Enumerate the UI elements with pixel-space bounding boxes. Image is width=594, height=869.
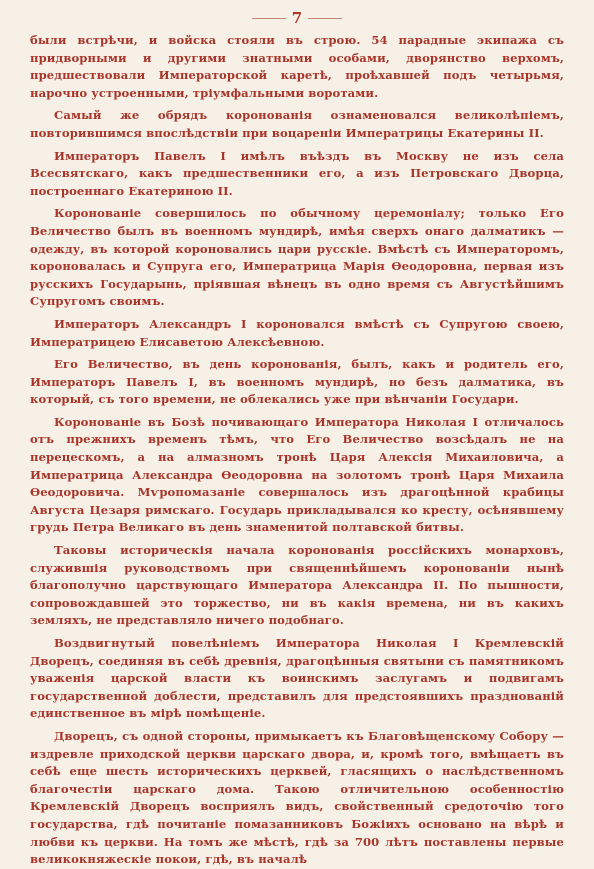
header-rule-right bbox=[308, 18, 342, 19]
paragraph-7: Коронованіе въ Бозѣ почивающаго Императора Николая I отличалось отъ прежнихъ временъ тѣмъ, что Его Величество возсѣдалъ не на перецескомъ, а на алмазномъ тронѣ Царя Алексія Михаиловича, а Императрица Александра Ѳеодоровна на золотомъ тронѣ Царя Михаила Ѳеодоровича. Мѵропомазаніе совершалось изъ драгоцѣнной крабицы Августа Цезаря римскаго. Государь прикладывался ко кресту, осѣнявшему грудь Петра Великаго въ день знаменитой полтавской битвы. bbox=[30, 414, 564, 535]
paragraph-2: Самый же обрядъ коронованія ознаменовался великолѣпіемъ, повторившимся впослѣдствіи при воцареніи Императрицы Екатерины II. bbox=[30, 108, 564, 140]
paragraph-10: Дворецъ, съ одной стороны, примыкаетъ къ Благовѣщенскому Собору — издревле приходской церкви царскаго двора, и, кромѣ того, вмѣщаетъ въ себѣ еще шесть историческихъ церквей, гласящихъ о наслѣдственномъ благочестіи царскаго дома. Такою отличительною особенностію Кремлевскій Дворецъ восприялъ видъ, свойственный средоточію того государства, гдѣ почитаніе помазанниковъ Божіихъ основано на вѣрѣ и любви къ церкви. На томъ же мѣстѣ, гдѣ за 700 лѣтъ поставлены первые великокняжескіе покои, гдѣ, въ началѣ bbox=[30, 728, 564, 867]
paragraph-1: были встрѣчи, и войска стояли въ строю. 54 парадные экипажа съ придворными и другими знатными особами, дворянство верхомъ, предшествовали Императорской каретѣ, проѣхавшей подъ четырьмя, нарочно устроенными, тріумфальными воротами. bbox=[30, 33, 564, 100]
page-body bbox=[30, 32, 564, 869]
paragraph-9: Воздвигнутый повелѣніемъ Императора Николая I Кремлевскій Дворецъ, соединяя въ себѣ древнія, драгоцѣнныя святыни съ памятникомъ уваженія царской власти къ воинскимъ заслугамъ и подвигамъ государственной доблести, представилъ для предстоявшихъ празднованій единственное въ мірѣ помѣщеніе. bbox=[30, 636, 564, 721]
paragraph-8: Таковы историческія начала коронованія россійскихъ монарховъ, служившія руководствомъ при священнѣйшемъ коронованіи нынѣ благополучно царствующаго Императора Александра II. По пышности, сопровождавшей это торжество, ни въ какія времена, ни въ какихъ земляхъ, не представляло ничего подобнаго. bbox=[30, 543, 564, 628]
header-rule-left bbox=[252, 18, 286, 19]
paragraph-6: Его Величество, въ день коронованія, былъ, какъ и родитель его, Императоръ Павелъ I, въ военномъ мундирѣ, но безъ далматика, въ который, съ того времени, не облекались уже при вѣнчаніи Государи. bbox=[30, 357, 564, 407]
paragraph-5: Императоръ Александръ I короновался вмѣстѣ съ Супругою своею, Императрицею Елисаветою Алексѣевною. bbox=[30, 316, 564, 349]
page-number: 7 bbox=[291, 9, 303, 27]
paragraph-3: Императоръ Павелъ I имѣлъ въѣздъ въ Москву не изъ села Всесвятскаго, какъ предшественники его, а изъ Петровскаго Дворца, построеннаго Екатериною II. bbox=[30, 148, 564, 198]
paragraph-4: Коронованіе совершилось по обычному церемоніалу; только Его Величество былъ въ военномъ мундирѣ, имѣя сверхъ онаго далматикъ — одежду, въ которой короновались цари русскіе. Вмѣстѣ съ Императоромъ, короновалась и Супруга его, Императрица Марія Ѳеодоровна, первая изъ русскихъ Государынь, пріявшая вѣнецъ въ одно время съ Августѣйшимъ Супругомъ своимъ. bbox=[30, 206, 564, 309]
page-header bbox=[30, 4, 564, 32]
